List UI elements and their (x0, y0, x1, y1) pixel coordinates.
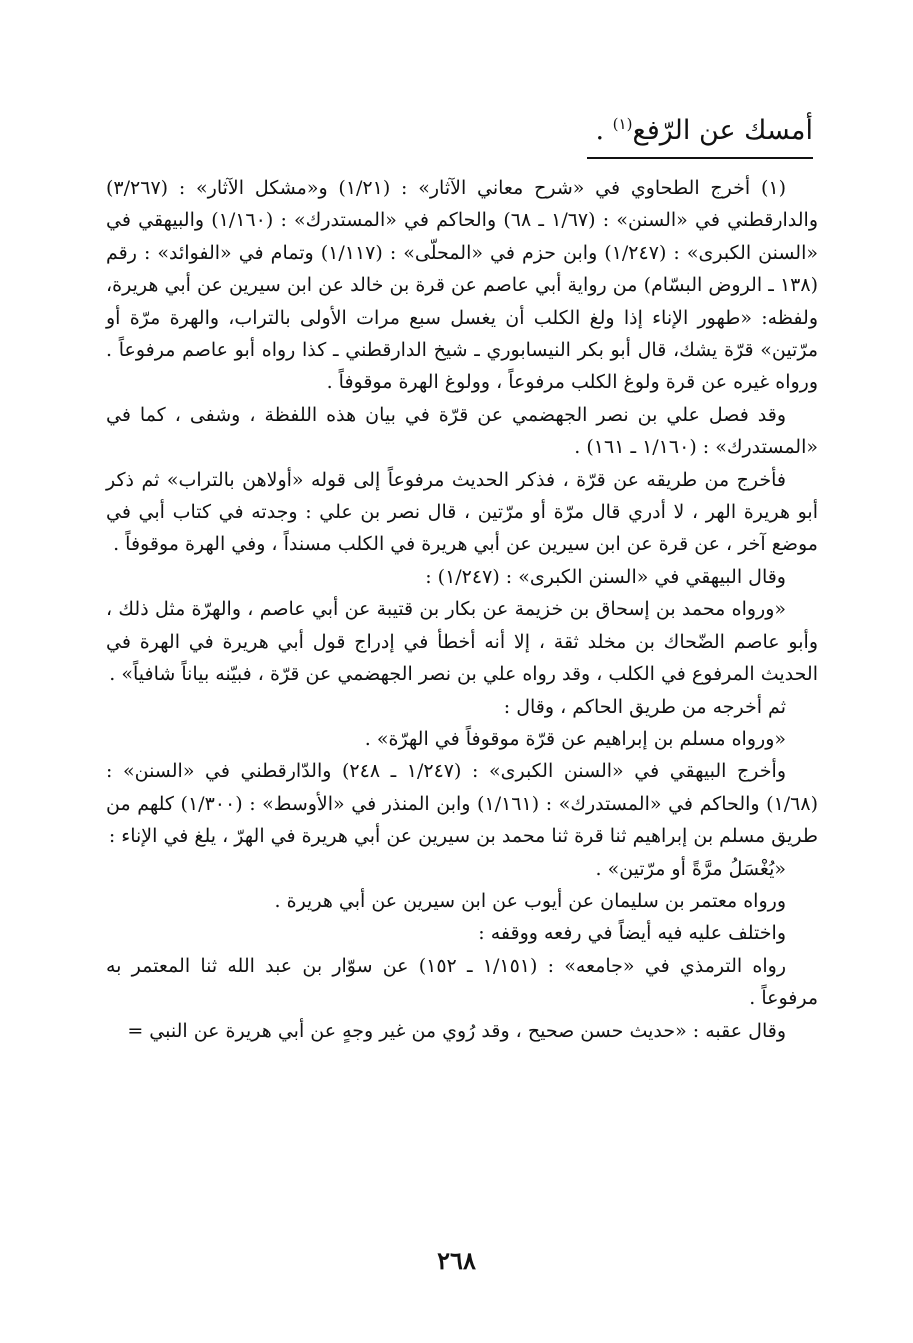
footnote-marker[interactable]: (١) (612, 115, 633, 133)
footnote-paragraph: واختلف عليه فيه أيضاً في رفعه ووقفه : (478, 922, 786, 945)
footnote-paragraph: وقال عقبه : «حديث حسن صحيح ، وقد رُوي من غير وجهٍ عن أبي هريرة عن النبي = (127, 1019, 786, 1042)
footnote-paragraph: وقد فصل علي بن نصر الجهضمي عن قرّة في بيان هذه اللفظة ، وشفى ، كما في «المستدرك» : (١/١٦٠ ـ ١٦١) . (106, 403, 818, 459)
quote-paragraph: «ورواه محمد بن إسحاق بن خزيمة عن بكار بن قتيبة عن أبي عاصم ، والهرّة مثل ذلك ، وأبو عاصم الضّحاك بن مخلد ثقة ، إلا أنه أخطأ في إدراج قول أبي هريرة في الهرة في الحديث المرفوع في الكلب ، وقد رواه علي بن نصر الجهضمي عن قرّة ، فبيّنه بياناً شافياً» . (106, 598, 818, 686)
quote-paragraph: «ورواه مسلم بن إبراهيم عن قرّة موقوفاً في الهرّة» . (364, 727, 786, 750)
quote-paragraph: «يُغْسَلُ مرَّةً أو مرّتين» . (595, 857, 786, 880)
main-text-end: . (595, 115, 613, 146)
main-text-line (596, 104, 814, 151)
footnote-paragraph: وأخرج البيهقي في «السنن الكبرى» : (١/٢٤٧ ـ ٢٤٨) والدّارقطني في «السنن» : (١/٦٨) والحاكم في «المستدرك» : (١/١٦١) وابن المنذر في «الأوسط» : (١/٣٠٠) كلهم من طريق مسلم بن إبراهيم ثنا قرة ثنا محمد بن سيرين عن أبي هريرة في الهرّ ، يلغ في الإناء : (106, 760, 819, 848)
footnote-separator (587, 157, 813, 159)
footnote-paragraph: وقال البيهقي في «السنن الكبرى» : (١/٢٤٧) : (425, 565, 786, 588)
footnote-paragraph: رواه الترمذي في «جامعه» : (١/١٥١ ـ ١٥٢) عن سوّار بن عبد الله ثنا المعتمر به مرفوعاً . (106, 954, 818, 1010)
page-number: ٢٦٨ (437, 1246, 476, 1275)
footnote-paragraph: فأخرج من طريقه عن قرّة ، فذكر الحديث مرفوعاً إلى قوله «أولاهن بالتراب» ثم ذكر أبو هريرة الهر ، لا أدري قال مرّة أو مرّتين ، قال نصر بن علي : وجدته في كتاب أبي في موضع آخر ، عن قرة عن ابن سيرين عن أبي هريرة في الكلب مسنداً ، وفي الهرة موقوفاً . (106, 468, 818, 556)
footnote-paragraph: ورواه معتمر بن سليمان عن أيوب عن ابن سيرين عن أبي هريرة . (274, 889, 786, 912)
footnote-paragraph: ثم أخرجه من طريق الحاكم ، وقال : (503, 695, 786, 718)
footnotes-section (106, 172, 818, 1047)
main-text: أمسك عن الرّفع (632, 115, 813, 146)
footnote-paragraph: (١) أخرج الطحاوي في «شرح معاني الآثار» : (١/٢١) و«مشكل الآثار» : (٣/٢٦٧) والدارقطني في «السنن» : (١/٦٧ ـ ٦٨) والحاكم في «المستدرك» : (١/١٦٠) والبيهقي في «السنن الكبرى» : (١/٢٤٧) وابن حزم في «المحلّى» : (١/١١٧) وتمام في «الفوائد» : رقم (١٣٨ ـ الروض البسّام) من رواية أبي عاصم عن قرة بن خالد عن ابن سيرين عن أبي هريرة، ولفظه: «طهور الإناء إذا ولغ الكلب أن يغسل سبع مرات الأولى بالتراب، والهرة مرّة أو مرّتين» قرّة يشك، قال أبو بكر النيسابوري ـ شيخ الدارقطني ـ كذا رواه أبو عاصم مرفوعاً . ورواه غيره عن قرة ولوغ الكلب مرفوعاً ، وولوغ الهرة موقوفاً . (106, 177, 818, 394)
